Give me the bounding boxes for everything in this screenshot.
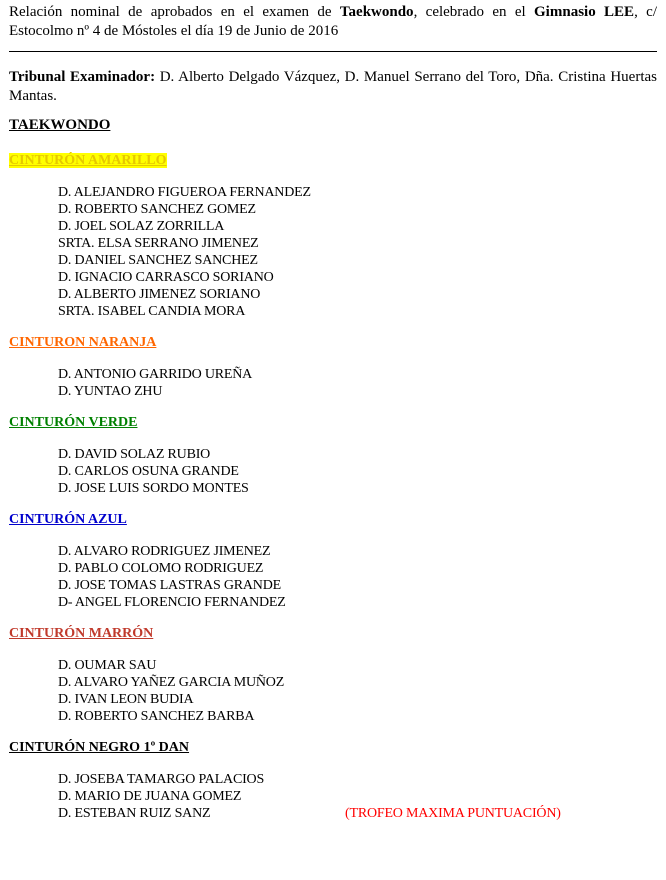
person-name: D. ALBERTO JIMENEZ SORIANO (58, 287, 261, 302)
person-name: D. ESTEBAN RUIZ SANZ (58, 806, 211, 821)
trophy-note: (TROFEO MAXIMA PUNTUACIÓN) (345, 806, 561, 821)
name-item (58, 218, 657, 235)
person-name: D. JOSE LUIS SORDO MONTES (58, 481, 249, 496)
name-list (58, 446, 657, 497)
belt-title: CINTURÓN VERDE (9, 415, 138, 430)
person-name: D. IGNACIO CARRASCO SORIANO (58, 270, 274, 285)
person-name: D. JOSEBA TAMARGO PALACIOS (58, 772, 265, 787)
document-page (9, 3, 657, 828)
person-name: D. JOEL SOLAZ ZORRILLA (58, 219, 225, 234)
separator-line (9, 51, 657, 52)
person-name: D. DANIEL SANCHEZ SANCHEZ (58, 253, 258, 268)
intro-text: , c/ Estocolmo nº 4 de Móstoles el día 19 de Junio de 2016 (9, 4, 657, 39)
person-name: D. CARLOS OSUNA GRANDE (58, 464, 239, 479)
belt-heading (9, 152, 657, 170)
person-name: D. ROBERTO SANCHEZ GOMEZ (58, 202, 256, 217)
name-item (58, 657, 657, 674)
name-item (58, 303, 657, 320)
name-list (58, 771, 657, 822)
person-name: D. ALEJANDRO FIGUEROA FERNANDEZ (58, 185, 311, 200)
belt-heading (9, 414, 657, 432)
name-item (58, 480, 657, 497)
intro-gym: Gimnasio LEE (534, 4, 635, 20)
person-name: D. ALVARO YAÑEZ GARCIA MUÑOZ (58, 675, 285, 690)
belt-title: CINTURÓN AMARILLO (9, 153, 167, 168)
name-item (58, 691, 657, 708)
name-item (58, 708, 657, 725)
belt-heading (9, 739, 657, 757)
belt-heading (9, 625, 657, 643)
name-list (58, 543, 657, 611)
name-item (58, 383, 657, 400)
belt-title: CINTURÓN MARRÓN (9, 626, 154, 641)
name-item (58, 594, 657, 611)
person-name: D. YUNTAO ZHU (58, 384, 163, 399)
name-item (58, 184, 657, 201)
belt-title: CINTURON NARANJA (9, 335, 157, 350)
name-item (58, 235, 657, 252)
name-item (58, 674, 657, 691)
name-item (58, 252, 657, 269)
person-name: D- ANGEL FLORENCIO FERNANDEZ (58, 595, 286, 610)
person-name: SRTA. ISABEL CANDIA MORA (58, 304, 246, 319)
person-name: D. JOSE TOMAS LASTRAS GRANDE (58, 578, 281, 593)
name-item (58, 560, 657, 577)
person-name: SRTA. ELSA SERRANO JIMENEZ (58, 236, 259, 251)
name-list (58, 184, 657, 320)
name-item (58, 366, 657, 383)
person-name: D. IVAN LEON BUDIA (58, 692, 194, 707)
intro-text: Relación nominal de aprobados en el examen de (9, 4, 340, 20)
belt-title: CINTURÓN AZUL (9, 512, 127, 527)
person-name: D. OUMAR SAU (58, 658, 157, 673)
belt-heading (9, 334, 657, 352)
name-item (58, 446, 657, 463)
tribunal-members: D. Alberto Delgado Vázquez, D. Manuel Serrano del Toro, Dña. Cristina Huertas Mantas. (9, 69, 657, 104)
intro-paragraph (9, 3, 657, 41)
intro-sport: Taekwondo (339, 4, 414, 20)
belt-title: CINTURÓN NEGRO 1º DAN (9, 740, 190, 755)
belt-heading (9, 511, 657, 529)
intro-text: , celebrado en el (413, 4, 535, 20)
person-name: D. DAVID SOLAZ RUBIO (58, 447, 211, 462)
name-item (58, 286, 657, 303)
section-title: TAEKWONDO (9, 117, 111, 133)
belt-sections (9, 152, 657, 822)
name-item (58, 201, 657, 218)
person-name: D. MARIO DE JUANA GOMEZ (58, 789, 242, 804)
name-item (58, 269, 657, 286)
name-list (58, 657, 657, 725)
tribunal-label: Tribunal Examinador: (9, 69, 156, 85)
person-name: D. ANTONIO GARRIDO UREÑA (58, 367, 253, 382)
name-item (58, 463, 657, 480)
name-item (58, 805, 657, 822)
person-name: D. ALVARO RODRIGUEZ JIMENEZ (58, 544, 271, 559)
name-list (58, 366, 657, 400)
person-name: D. ROBERTO SANCHEZ BARBA (58, 709, 255, 724)
tribunal-paragraph (9, 68, 657, 106)
name-item (58, 543, 657, 560)
person-name: D. PABLO COLOMO RODRIGUEZ (58, 561, 264, 576)
name-item (58, 577, 657, 594)
name-item (58, 788, 657, 805)
name-item (58, 771, 657, 788)
